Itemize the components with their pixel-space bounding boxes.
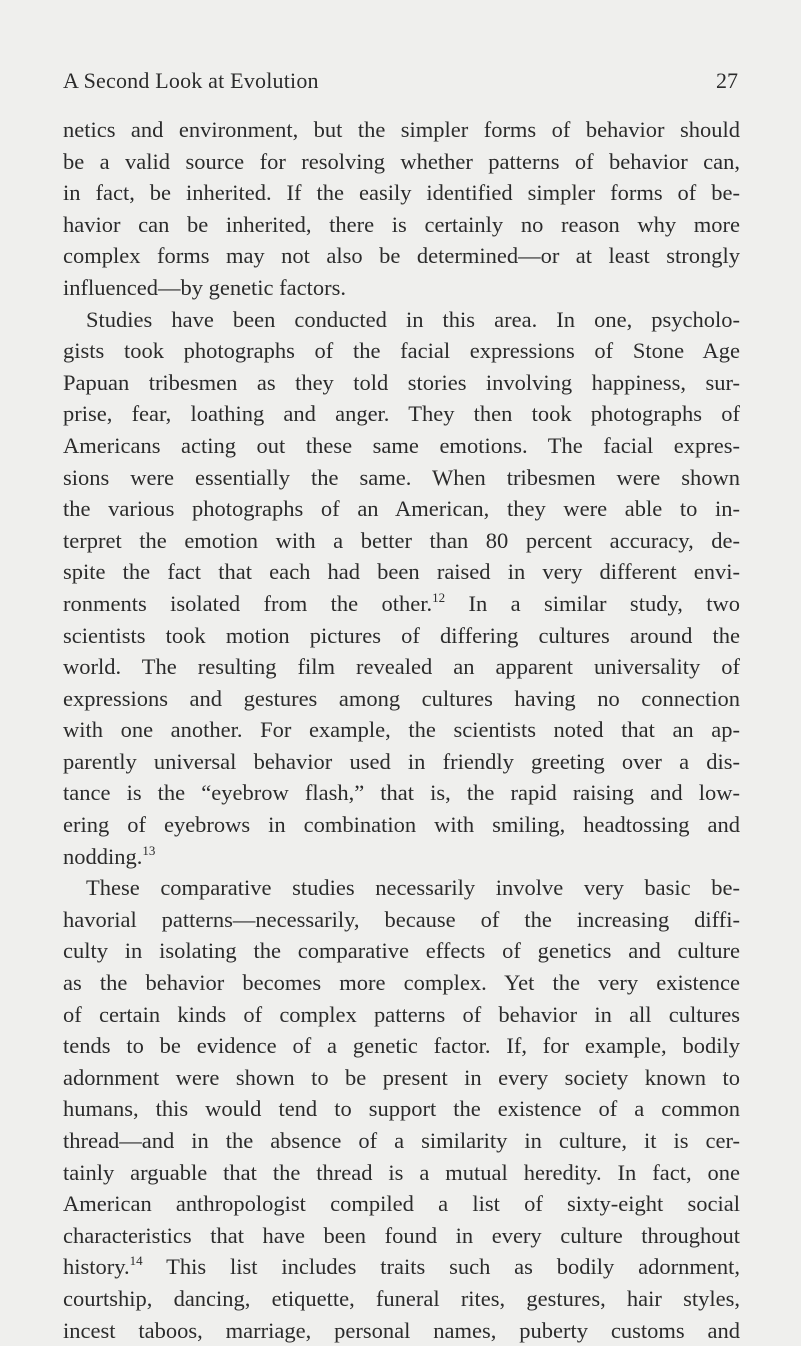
text-line: complex forms may not also be determined—or at least strongly xyxy=(63,243,740,269)
text-line: culty in isolating the comparative effects of genetics and culture xyxy=(63,938,740,964)
text-line: spite the fact that each had been raised in very different envi- xyxy=(63,559,740,585)
text-line: tance is the “eyebrow flash,” that is, the rapid raising and low- xyxy=(63,780,740,806)
text-line: courtship, dancing, etiquette, funeral rites, gestures, hair styles, xyxy=(63,1285,740,1311)
text-line: Papuan tribesmen as they told stories involving happiness, sur- xyxy=(63,369,740,395)
text-line: with one another. For example, the scientists noted that an ap- xyxy=(63,717,740,743)
text-line: world. The resulting film revealed an apparent universality of xyxy=(63,654,740,680)
text-line: havior can be inherited, there is certainly no reason why more xyxy=(63,211,740,237)
footnote-ref-13: 13 xyxy=(142,842,156,858)
text-line: adornment were shown to be present in every society known to xyxy=(63,1064,740,1090)
text-segment: This list includes traits such as bodily adornment, xyxy=(142,1254,740,1280)
text-line: the various photographs of an American, they were able to in- xyxy=(63,496,740,522)
text-line: tainly arguable that the thread is a mutual heredity. In fact, one xyxy=(63,1159,740,1185)
text-segment: ronments isolated from the other. xyxy=(63,590,433,616)
text-line: terpret the emotion with a better than 80 percent accuracy, de- xyxy=(63,527,740,553)
text-line-with-footnote xyxy=(63,588,740,620)
text-line: These comparative studies necessarily involve very basic be- xyxy=(86,875,740,901)
text-line: of certain kinds of complex patterns of behavior in all cultures xyxy=(63,1001,740,1027)
text-line: gists took photographs of the facial expressions of Stone Age xyxy=(63,338,740,364)
footnote-ref-12: 12 xyxy=(432,589,446,605)
text-line: Studies have been conducted in this area. In one, psycholo- xyxy=(86,306,740,332)
text-line: prise, fear, loathing and anger. They then took photographs of xyxy=(63,401,740,427)
text-segment: history. xyxy=(63,1254,130,1280)
text-line: characteristics that have been found in every culture throughout xyxy=(63,1222,740,1248)
text-line: as the behavior becomes more complex. Yet the very existence xyxy=(63,970,740,996)
text-line: be a valid source for resolving whether patterns of behavior can, xyxy=(63,148,740,174)
text-line: in fact, be inherited. If the easily identified simpler forms of be- xyxy=(63,180,740,206)
text-line: incest taboos, marriage, personal names, puberty customs and xyxy=(63,1317,740,1343)
running-title: A Second Look at Evolution xyxy=(63,68,319,93)
page-number: 27 xyxy=(716,68,738,93)
text-line: humans, this would tend to support the existence of a common xyxy=(63,1096,740,1122)
text-segment: In a similar study, two xyxy=(445,590,741,616)
text-line: parently universal behavior used in friendly greeting over a dis- xyxy=(63,748,740,774)
text-line: Americans acting out these same emotions. The facial expres- xyxy=(63,432,740,458)
text-line: netics and environment, but the simpler forms of behavior should xyxy=(63,117,740,142)
text-line: thread—and in the absence of a similarity in culture, it is cer- xyxy=(63,1128,740,1153)
text-line: ering of eyebrows in combination with smiling, headtossing and xyxy=(63,812,740,838)
text-line: havorial patterns—necessarily, because of the increasing diffi- xyxy=(63,906,740,932)
text-line: tends to be evidence of a genetic factor. If, for example, bodily xyxy=(63,1033,740,1059)
text-line: American anthropologist compiled a list of sixty-eight social xyxy=(63,1191,740,1217)
footnote-ref-14: 14 xyxy=(129,1253,143,1269)
text-line: influenced—by genetic factors. xyxy=(63,274,347,300)
running-head xyxy=(63,64,738,98)
text-line: expressions and gestures among cultures having no connection xyxy=(63,685,740,711)
text-line-with-footnote xyxy=(63,1251,740,1283)
text-line-with-footnote xyxy=(63,841,740,873)
text-line: scientists took motion pictures of differing cultures around the xyxy=(63,622,740,648)
text-segment: nodding. xyxy=(63,843,143,869)
body-text xyxy=(63,114,740,1346)
text-line: sions were essentially the same. When tribesmen were shown xyxy=(63,464,740,490)
